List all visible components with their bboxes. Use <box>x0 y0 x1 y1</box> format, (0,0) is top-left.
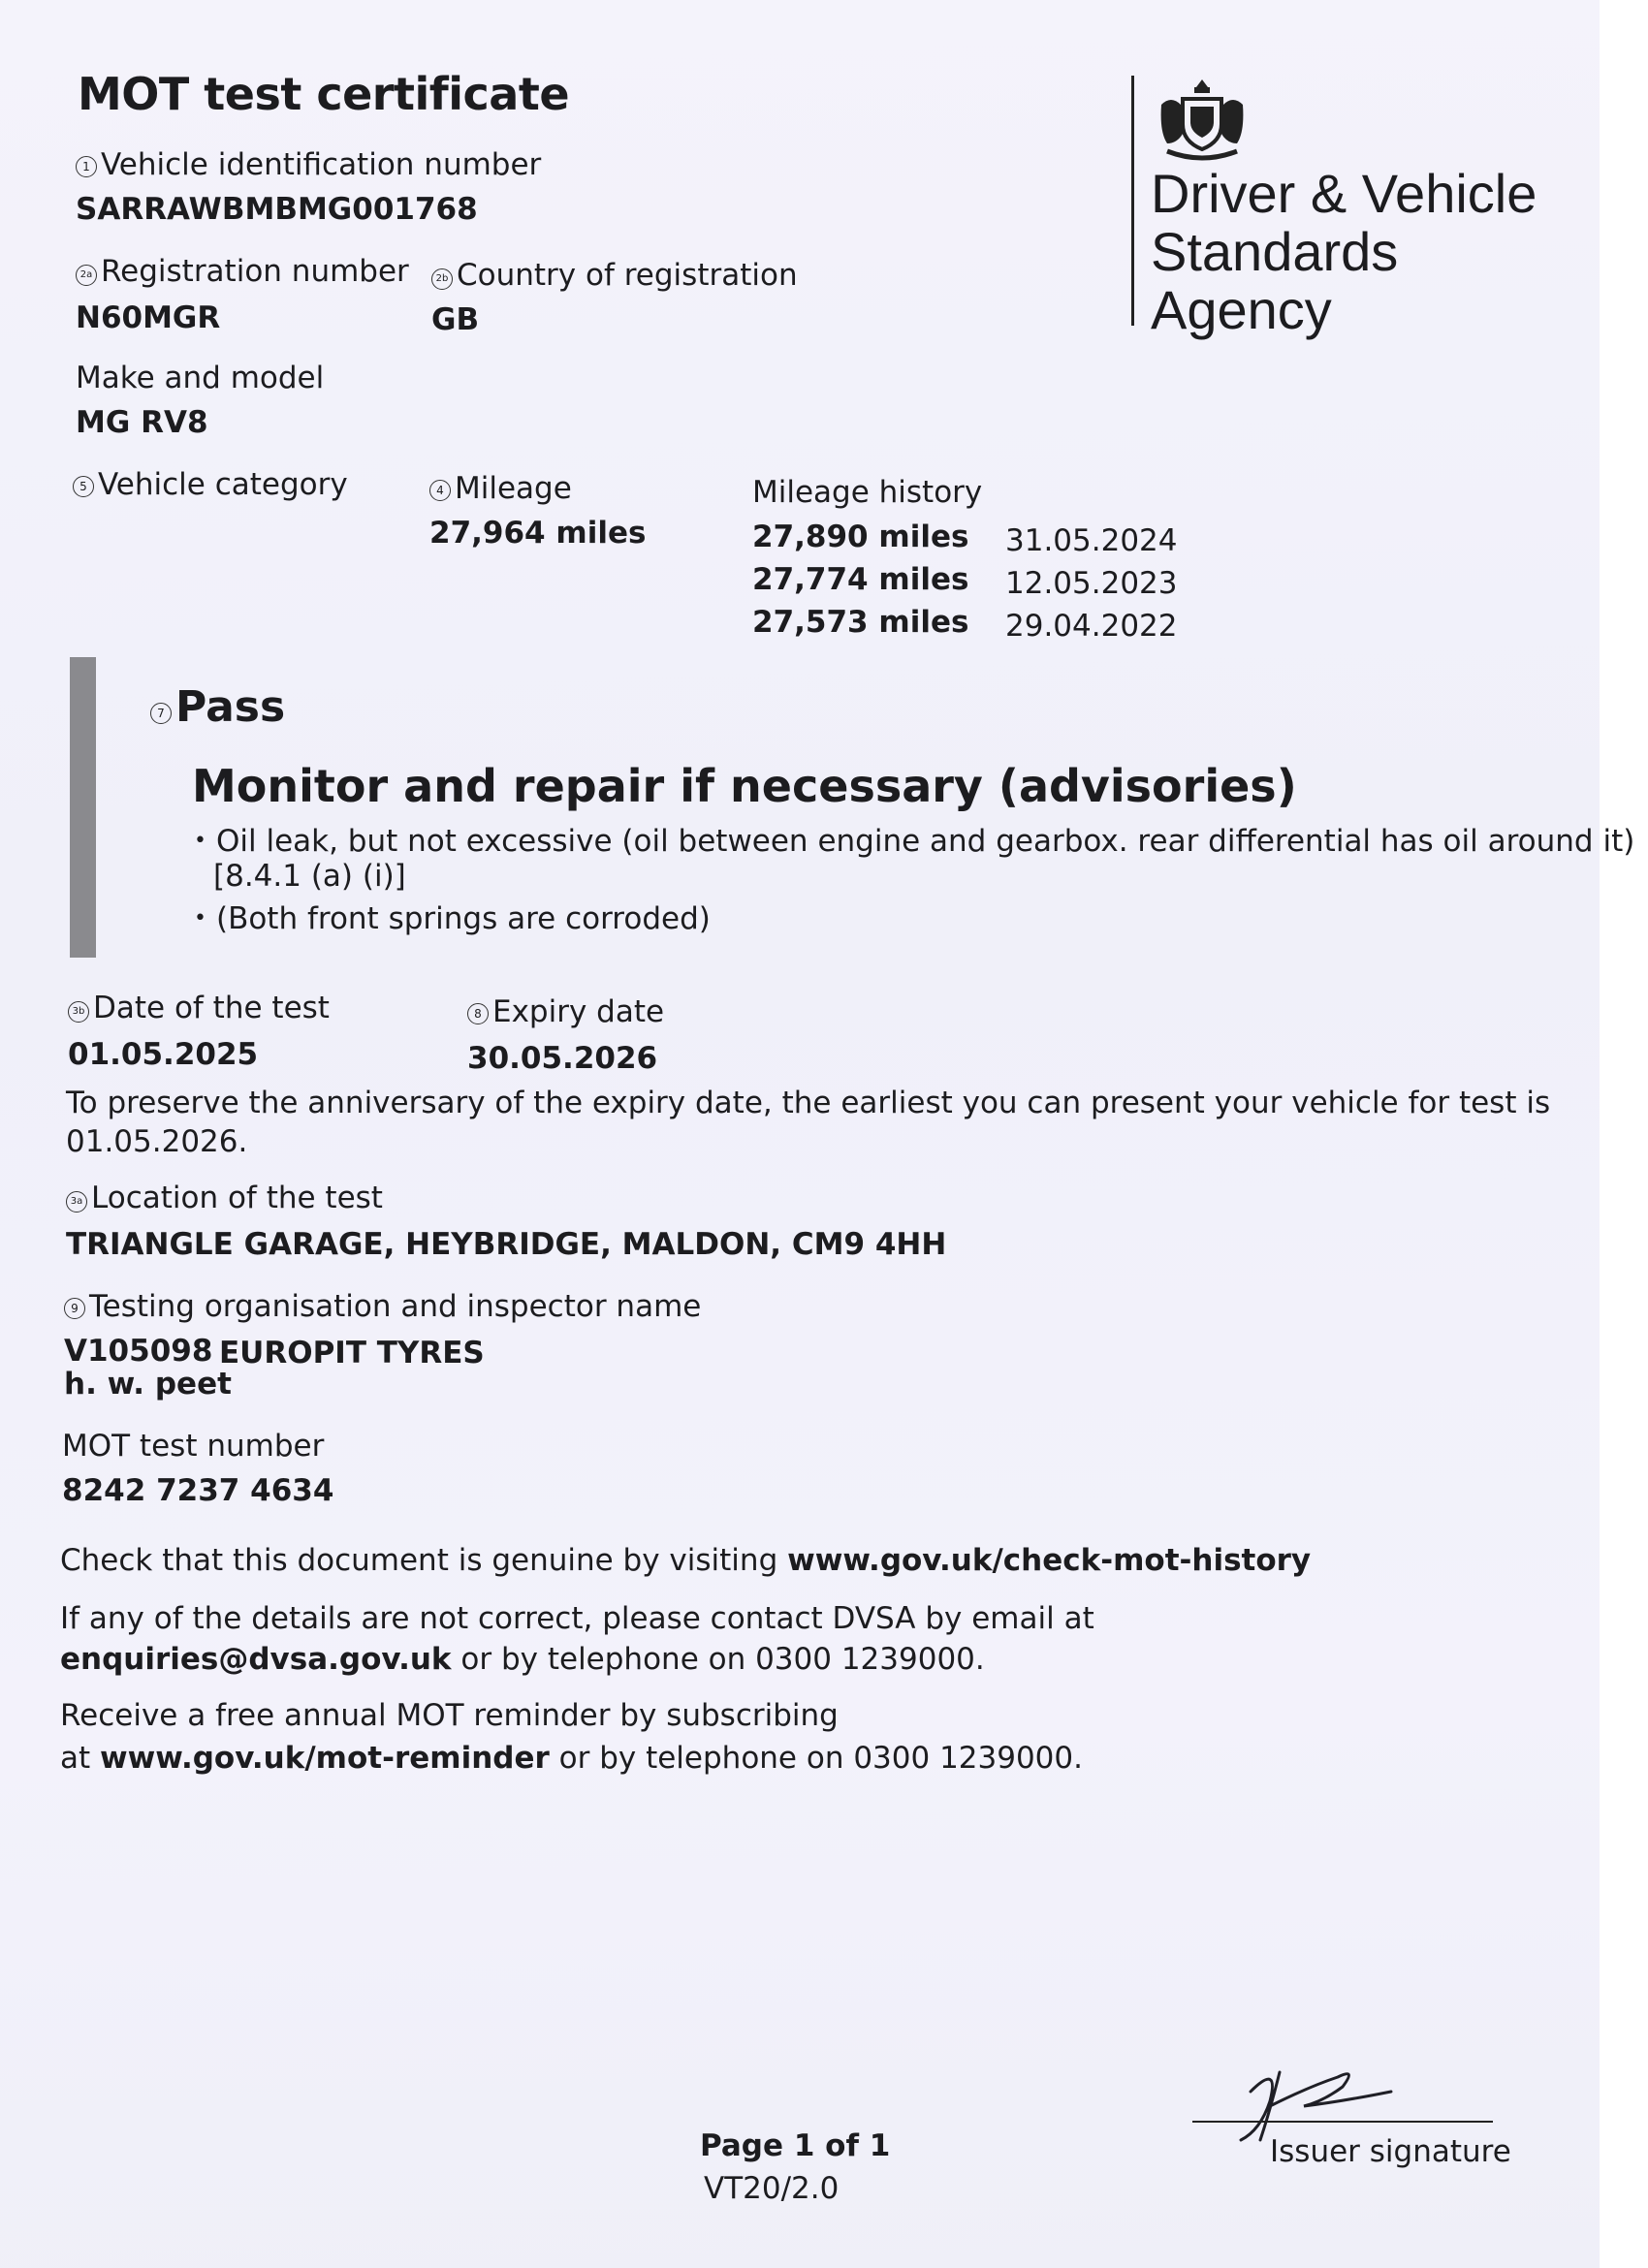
mileage-history-date: 12.05.2023 <box>1005 566 1178 601</box>
mileage-label: 4 Mileage <box>429 471 572 506</box>
field-number: 5 <box>73 476 94 497</box>
scan-margin <box>1600 0 1648 2268</box>
agency-name-line1: Driver & Vehicle <box>1151 163 1537 224</box>
dvsa-email-link[interactable]: enquiries@dvsa.gov.uk <box>60 1642 452 1677</box>
reminder-text: Receive a free annual MOT reminder by subscribing <box>60 1698 839 1733</box>
mileage-history-date: 29.04.2022 <box>1005 609 1178 644</box>
preserve-note-date: 01.05.2026. <box>66 1124 248 1159</box>
advisory-item: • (Both front springs are corroded) <box>194 901 711 936</box>
make-model-label: Make and model <box>76 361 325 395</box>
form-code: VT20/2.0 <box>704 2171 840 2206</box>
check-mot-history-link[interactable]: www.gov.uk/check-mot-history <box>787 1543 1312 1578</box>
agency-divider <box>1131 76 1134 326</box>
mot-reminder-link[interactable]: www.gov.uk/mot-reminder <box>100 1741 550 1776</box>
reminder-details: at www.gov.uk/mot-reminder or by telephone on 0300 1239000. <box>60 1741 1083 1776</box>
mileage-history-miles: 27,774 miles <box>752 562 969 597</box>
advisory-item: • Oil leak, but not excessive (oil between engine and gearbox. rear differential has oil around it) <box>194 824 1635 859</box>
field-number: 2a <box>76 265 97 286</box>
page-title: MOT test certificate <box>78 68 570 120</box>
expiry-date-label: 8 Expiry date <box>467 994 664 1029</box>
page-number: Page 1 of 1 <box>700 2128 891 2163</box>
royal-coat-of-arms-icon <box>1154 76 1251 163</box>
testing-org-name: EUROPIT TYRES <box>219 1336 485 1370</box>
location-value: TRIANGLE GARAGE, HEYBRIDGE, MALDON, CM9 4HH <box>66 1227 947 1262</box>
vehicle-category-label: 5 Vehicle category <box>73 467 348 502</box>
genuine-check: Check that this document is genuine by visiting www.gov.uk/check-mot-history <box>60 1543 1312 1578</box>
vin-label: 1 Vehicle identification number <box>76 147 541 182</box>
mileage-history-miles: 27,890 miles <box>752 520 969 554</box>
field-number: 9 <box>64 1298 85 1319</box>
field-number: 4 <box>429 480 451 501</box>
test-number-label: MOT test number <box>62 1429 325 1464</box>
mileage-history-miles: 27,573 miles <box>752 605 969 640</box>
agency-name-line2: Standards <box>1151 221 1399 282</box>
testing-org-label: 9 Testing organisation and inspector name <box>64 1289 701 1324</box>
location-label: 3a Location of the test <box>66 1181 383 1215</box>
country-value: GB <box>431 302 480 337</box>
contact-details: enquiries@dvsa.gov.uk or by telephone on 0300 1239000. <box>60 1642 985 1677</box>
test-date-value: 01.05.2025 <box>68 1037 259 1072</box>
test-result: 7 Pass <box>150 682 285 732</box>
field-number: 2b <box>431 268 453 290</box>
mileage-history-label: Mileage history <box>752 475 983 510</box>
vin-value: SARRAWBMBMG001768 <box>76 192 478 227</box>
field-number: 3a <box>66 1191 87 1213</box>
preserve-note: To preserve the anniversary of the expiry date, the earliest you can present your vehicle for test is <box>66 1086 1551 1120</box>
mileage-history-date: 31.05.2024 <box>1005 523 1178 558</box>
expiry-date-value: 30.05.2026 <box>467 1041 658 1076</box>
advisory-item-reference: [8.4.1 (a) (i)] <box>213 859 406 894</box>
inspector-name: h. w. peet <box>64 1367 232 1402</box>
advisories-title: Monitor and repair if necessary (advisories) <box>192 760 1297 812</box>
result-bar <box>70 657 96 958</box>
registration-value: N60MGR <box>76 300 221 335</box>
field-number: 1 <box>76 156 97 177</box>
registration-label: 2a Registration number <box>76 254 409 289</box>
testing-org-code: V105098 <box>64 1334 213 1369</box>
field-number: 3b <box>68 1001 89 1023</box>
make-model-value: MG RV8 <box>76 405 208 440</box>
signature-line <box>1192 2121 1493 2123</box>
mileage-value: 27,964 miles <box>429 516 647 551</box>
test-number-value: 8242 7237 4634 <box>62 1473 334 1508</box>
field-number: 8 <box>467 1003 489 1024</box>
contact-text: If any of the details are not correct, please contact DVSA by email at <box>60 1601 1094 1636</box>
test-date-label: 3b Date of the test <box>68 991 330 1025</box>
signature-label: Issuer signature <box>1270 2134 1511 2169</box>
field-number: 7 <box>150 703 172 724</box>
country-label: 2b Country of registration <box>431 258 798 293</box>
agency-name-line3: Agency <box>1151 279 1332 340</box>
